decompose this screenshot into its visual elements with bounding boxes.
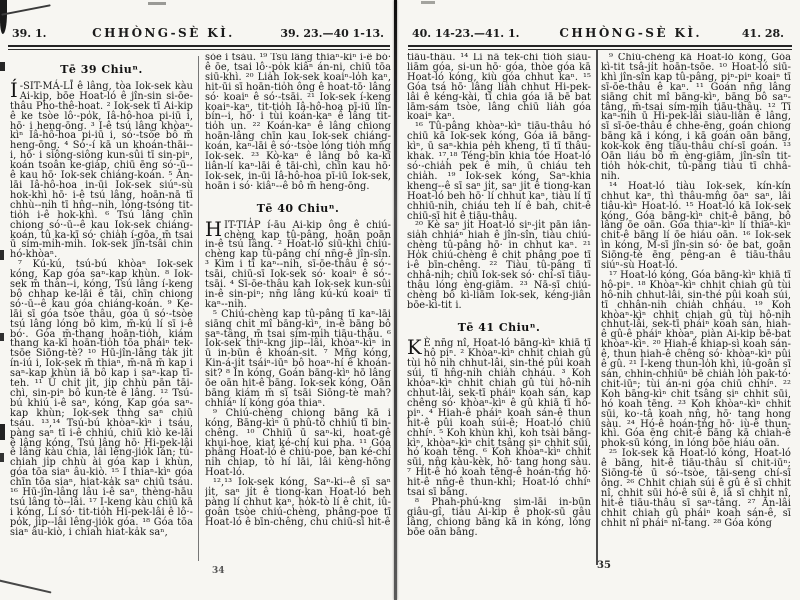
chapter-heading: Tē 40 Chiuⁿ.: [256, 201, 340, 215]
scan-artifact-corner-blob: [0, 0, 7, 34]
scripture-paragraph: sòe i tsáu. ¹⁹ Tsú lâng thiaⁿ-kìⁿ i-ê bó· ê ōe, tsai lô·-po̍k kiâⁿ án-ni, chiū tōa siū-khì. ²⁰ Lia̍h Iok-sek koaiⁿ-lo̍h kaⁿ, hit-ūi sī hoān-tio̍h ông ê hoat-tō· lâng só· koaiⁿ ê só·-tsāi. ²¹ Iok-sek í-keng koaiⁿ-kaⁿ, tit-tio̍h Iâ-hô-hoa pī-iū lîn-bín--i, hō· i tùi koán-kaⁿ ê lâng tit-tio̍h un. ²² Koán-kaⁿ ê lâng chiong hoān-lâng chīn kau Iok-sek chiáng-koán, kaⁿ-lāi ê só·-tsòe lóng tio̍h mn̄g Iok-sek. ²³ Kò-kaⁿ ê lâng bô ka-kī liân-lí kaⁿ-lāi ê tāi-chì, chīn kau hō· Iok-sek, in-ūi Iâ-hô-hoa pī-iū Iok-sek, hoān i só· kiâⁿ--ê bô m̄ heng-ōng.: [205, 53, 391, 192]
left-page-column-1: [10, 53, 193, 586]
scripture-paragraph: ⁹ Chiú-chèng chiong bāng kā i kóng, Bāng-kìⁿ ū phû-tô chhiū tī bin-chêng. ¹⁰ Chhiū ū saⁿ-ki, hoat-gê khui-hoe, kiat ké-chí kui pha. ¹¹ Góa phâng Hoat-ló ê chiú-poe, ban ké-chí ni̍h chiap, tò hí lāi, lâi kèng-hōng Hoat-ló.: [205, 407, 391, 479]
scan-artifact-edge-tick: [0, 333, 4, 341]
scripture-paragraph: ²⁰ Kè saⁿ ji̍t Hoat-ló siⁿ-ji̍t pān iân-sia̍h chhiáⁿ hiah ê jîn-sîn, tiàu chiú-chèng tû-pâng hō· in chhut kaⁿ. ²¹ Ho̍k chiú-chèng ê chit phâng poe tī i-ê bīn-chêng. ²² Tiàu tû-pâng tī chhâ-ni̍h; chiū Iok-sek só· chí-sī tiāu-thâu lóng èng-giām. ²³ Nā-sī chiú-chèng bô kì-liām Iok-sek, kéng-jiân bōe-kì-tit i.: [407, 220, 591, 311]
left-page-number: 34: [212, 566, 225, 576]
right-page-header-rule: [408, 45, 792, 50]
chapter-heading: Tē 41 Chiuⁿ.: [457, 320, 541, 334]
left-page-column-divider: [198, 56, 199, 561]
left-page-header-rule: [8, 45, 390, 50]
scan-artifact-top-fragment: [421, 1, 435, 4]
scripture-paragraph: K È nn̄g nî, Hoat-ló bāng-kìⁿ khiā tī hô piⁿ. ² Khòaⁿ-kìⁿ chhit chiah gû tùi hô ni̍h chhut-lâi, sin-thé pûi koah súi, tī hn̂g-ni̍h chia̍h chháu. ³ Koh khòaⁿ-kìⁿ chhit chiah gû tùi hô-ni̍h chhut-lâi, sek-tī pháiⁿ koah sán, kap chêng só· khòaⁿ-kìⁿ ê gû khiā tī hô-piⁿ. ⁴ Hiah-ê pháiⁿ koah sán-ê thun hit-ê pûi koah súi-ê; Hoat-ló chiū chhíⁿ. ⁵ Koh khùn khì, koh tsài bāng-kìⁿ, khòaⁿ-kìⁿ chi̍t tsâng siⁿ chhit sūi, hó koah tēng. ⁶ Koh khòaⁿ-kìⁿ chhit sūi, nn̂g kàu-kèk, hō· tang hong sàu. ⁷ Hit-ê hó koah tēng-ê hoán-tńg hō· hit-ê nn̄g-ê thun-khì; Hoat-ló chhíⁿ tsai sī bāng.: [407, 336, 591, 499]
scripture-paragraph: ¹²,¹³ Iok-sek kóng, Saⁿ-ki--ê sī saⁿ ji̍t, saⁿ ji̍t ê tiong-kan Hoat-ló beh pàng lí chhut kaⁿ, ho̍k-tò lí ê chit, iû-goân tsòe chiú-chèng, phâng-poe tī Hoat-ló ê bīn-chêng, chu chiū-sī hit-ê: [205, 477, 391, 528]
drop-cap: K: [407, 336, 422, 360]
left-page-header: [12, 26, 384, 42]
scripture-paragraph: ¹⁴ Hoat-ló tiàu Iok-sek, kín-kín chhut kaⁿ, thì thâu-mn̂g ōaⁿ saⁿ, lâi tiâu-kìⁿ Hoat-ló. ¹⁵ Hoat-ló kā Iok-sek kóng, Góa bāng-kìⁿ chit-ê bāng, bô lâng ōe oān. Góa thiaⁿ-kìⁿ lí thiaⁿ-kìⁿ chit-ê bāng lí ōe hiáu oān. ¹⁶ Iok-sek ìn kóng, M̄-sī jîn-sin só· ōe bat, goān Siōng-tè ēng pêng-an ê tiāu-thâu siúⁿ-sù Hoat-ló.: [601, 180, 791, 272]
scan-artifact-edge-tick: [0, 250, 4, 260]
right-page-number: 35: [597, 560, 611, 571]
drop-cap: H: [205, 217, 223, 241]
scripture-paragraph: ⁵ Chiú-chèng kap tû-pâng tī kaⁿ-lāi siāng chi̍t mî bāng-kìⁿ, in-ê bāng bô saⁿ-tâng, m̄ tsai sím-mi̍h tiāu-thâu. ⁶ Iok-sek thiⁿ-kng ji̍p--lâi, khòaⁿ-kìⁿ in ū in-būn ê khoán-sit. ⁷ Mn̄g kóng, Kin-á-ji̍t tsáiⁿ-iūⁿ bô hoaⁿ-hí ê khoán-sit? ⁸ In kóng, Goán bāng-kìⁿ hō lâng ōe oān hit-ê bāng. Iok-sek kóng, Oān bāng kiám m̄ sī tsāi Siōng-tè mah? chhiáⁿ lí kóng góa thiaⁿ.: [205, 308, 391, 409]
right-page-header: [412, 26, 784, 42]
scan-artifact-edge-tick: [0, 62, 5, 71]
right-page-column-1: [407, 53, 591, 586]
book-gutter-line: [394, 0, 397, 600]
scripture-paragraph: Í -SIT-MÁ-LĪ ê lâng, tòa Iok-sek kàu Ai-kip, bōe Hoat-ló ê jîn-sin si-ōe-thâu Pho-thê-hoat. ² Iok-sek tī Ai-kip ê ke tsòe lô·-po̍k, Iâ-hô-hoa pi-iū i, hō· i heng-ōng. ³ I-ê tsú lâng khòaⁿ-kìⁿ Iâ-hô-hoa pi-iū i, só·-tsòe bô m̄ heng-ōng. ⁴ Só·-í kā un khoán-thāi--i, hō· i siông-siông kun-sûi tī sin-piⁿ, koán tsoân ke-gia̍p, chiū ēng só·-ū--ê kau hō· Iok-sek chiáng-koán. ⁵ Ān-lāi Iâ-hô-hoa in-ūi Iok-sek siúⁿ-sù hok-khì hō· i-ê tsú lâng, hoān-nā tī chhù--ni̍h tī hn̂g--ni̍h, lóng-tsóng tit-tio̍h i-ê hok-khì. ⁶ Tsú lâng chīn chiong só·-ū--ê kau Iok-sek chiáng-koán, tû ka-kī só· chia̍h í-gōa, m̄ tsai ū sím-mi̍h-mi̍h. Iok-sek jîn-tsâi chin hó-khòaⁿ.: [10, 78, 193, 261]
scripture-paragraph: ⁸ Phah-phú-kng sim-lāi in-būn giâu-gî, tiàu Ai-kip ê phok-sū gâu lâng, chiong bāng kā in kóng, lóng bōe oān bāng.: [407, 496, 591, 538]
drop-cap: Í: [10, 78, 18, 102]
right-page-verse-ref-start: 40. 14-23.—41. 1.: [412, 27, 520, 40]
scripture-paragraph: ¹⁶ Tû-pâng khòaⁿ-kìⁿ tiāu-thâu hó chiū kā Iok-sek kóng, Góa iā bāng-kìⁿ, ū saⁿ-khia pe̍h kheng, tī tī thâu-khak. ¹⁷,¹⁸ Téng-bīn khia tóe Hoat-ló só·-chia̍h pek ê mi̍h, ū chiáu teh chia̍h. ¹⁹ Iok-sek kóng, Saⁿ-khia kheng--ê sī saⁿ ji̍t, saⁿ ji̍t ê tiong-kan Hoat-ló beh hō· lí chhut kaⁿ, tiàu lí tī chhiū-ni̍h, chiáu teh lí ê bah, chit-ê chiū-sī hit ê tiāu-thâu.: [407, 121, 591, 222]
scripture-paragraph: HIT-TIA̍P í-āu Ai-kip ông ê chiú-chèng kap tû-pâng, hoān poān in-ê tsú lâng. ² Hoat-ló siū-khì chiú-chèng kap tû-pâng chí nn̄g-ê jîn-sîn. ³ Kìm i tī kaⁿ--ni̍h, sī-ōe-thâu ê só·-tsāi, chiū-sī Iok-sek só· koaiⁿ ê só·-tsāi. ⁴ Sī-ōe-thâu kah Iok-sek kun-sûi in-ê sin-piⁿ; nn̄g lâng kú-kú koaiⁿ tī kaⁿ--ni̍h.: [205, 217, 391, 310]
scan-artifact-top-fragment: [148, 2, 166, 5]
scan-artifact-edge-tick: [0, 453, 4, 462]
scripture-paragraph: tiāu-thâu. ¹⁴ Lí nā tek-chì tio̍h siàu-liām góa, si-un hō· góa, thòe góa kā Hoat-ló kóng, kiù góa chhut kaⁿ. ¹⁵ Góa tsá hō· lâng lia̍h chhut Hi-pek-lâi ê kéng-kài, tī chia góa iā bē bat lām-sám tsòe, lâng chiū lia̍h góa koaiⁿ kaⁿ.: [407, 53, 591, 123]
left-page-verse-ref-end: 39. 23.—40 1-13.: [280, 27, 384, 40]
right-page-column-2: [601, 53, 791, 586]
right-page-column-divider: [596, 50, 598, 565]
scripture-paragraph: ⁷ Kú-kú, tsú-bú khòaⁿ Iok-sek kóng, Kap góa saⁿ-kap khùn. ⁸ Iok-sek m̄ thàn--i, kóng, Tsú lâng í-keng bô chhap ke-lāi ê tāi, chīn chiong só·-ū--ê kau góa chiáng-koán. ⁹ Ke-lāi sī góa tsòe thâu, góa ū só·-tsòe tsú lâng lóng bô kìm, m̄-kú lí sī i-ê bó·. Góa m̄-thang hoān-tio̍h, kiám thang ka-kī hoān-tio̍h tōa pháiⁿ tek-tsōe Siōng-tè? ¹⁰ Hū-jîn-lâng ta̍k ji̍t ín-iú i, Iok-sek m̄ thiaⁿ, m̄-nā m̄ kap i saⁿ-kap khùn iā bô kap i saⁿ-kap tī-teh. ¹¹ Ū chi̍t ji̍t, ji̍p chhù pān tāi-chì, sin-piⁿ bô kun-tè ê lâng. ¹² Tsú-bú khiú i-ê saⁿ, kóng, Kap góa saⁿ-kap khùn; Iok-sek thǹg saⁿ chiū tsáu. ¹³,¹⁴ Tsú-bú khòaⁿ-kìⁿ i tsáu, pàng saⁿ tī i-ê chhiú, chiū kiò ke-lāi ê lâng kóng, Tsú lâng hō· Hi-pek-lâi ê lâng kàu chia, lâi lêng-jio̍k lán; tú-chiah ji̍p chhù ài góa kap i khùn, góa tōa siaⁿ âu-kiò. ¹⁵ I thiaⁿ-kìⁿ góa chīn tōa siaⁿ, hiat-ka̍k saⁿ chiū tsáu. ¹⁶ Hū-jîn-lâng lâu i-ê saⁿ, thèng-hāu tsú lâng tò--lâi. ¹⁷ I-keng kàu chiū kā i kóng, Lí só· tit-tio̍h Hi-pek-lâi ê lô·-po̍k, ji̍p--lâi lêng-jio̍k góa. ¹⁸ Góa tōa siaⁿ âu-kiò, i chiah hiat-ka̍k saⁿ,: [10, 259, 193, 538]
left-page-column-2: [205, 53, 391, 586]
scripture-paragraph: ¹⁷ Hoat-ló kóng, Góa bāng-kìⁿ khiā tī hô-piⁿ. ¹⁸ Khòaⁿ-kìⁿ chhit chiah gû tùi hô-ni̍h chhut-lâi, sin-thé pûi koah súi, tī chhân-ni̍h chia̍h chháu. ¹⁹ Koh khòaⁿ-kìⁿ chhit chiah gû tùi hô-ni̍h chhut-lâi, sek-tī pháiⁿ koah sán, hiah-ê gû-ê pháiⁿ khòaⁿ, piàn Ai-kip bē-bat khòaⁿ-kìⁿ. ²⁰ Hiah-ê khiap-sì koah sán-ê, thun hiah-ê chêng só· khòaⁿ-kìⁿ pûi ê gû. ²¹ Í-keng thun-lo̍h khì, iû-goân sī sán, chhin-chhiūⁿ bē chia̍h lo̍h pak-tó· chit-iūⁿ; tùi án-ni góa chiū chhíⁿ. ²² Koh bāng-kìⁿ chit tsâng siⁿ chhit sūi, hó koah tēng. ²³ Koh khòaⁿ-kìⁿ chhit sūi, ko·-tâ koah nn̂g, hō· tang hong sàu. ²⁴ Hó-ê hoán-tńg hō· iù-ê thun-khì. Góa ēng chit-ê bāng kā chiah-ê phok-sū kóng, in lóng bōe hiáu oān.: [601, 269, 791, 450]
left-page-verse-ref-start: 39. 1.: [12, 27, 47, 40]
right-page-verse-ref-end: 41. 28.: [741, 27, 784, 40]
chapter-heading: Tē 39 Chiuⁿ.: [60, 63, 143, 76]
left-page-running-title: CHHÒNG-SÈ KÌ.: [92, 26, 235, 40]
scripture-paragraph: ²⁵ Iok-sek kā Hoat-ló kóng, Hoat-ló ê bāng, hit-ê tiāu-thâu sī chit-iūⁿ; Siōng-tè ū só·-tsòe, tāi-seng chí-sī ông. ²⁶ Chhit chiah súi ê gû ê sī chhit nî, chhit sūi hó-ê sūi ê, iā sī chhit nî, hit-ê tiāu-thâu sī saⁿ-tâng. ²⁷ Ān-lâi chhit chiah gû pháiⁿ koah sán-ê, sī chhit nî pháiⁿ nî-tang. ²⁸ Góa kóng: [601, 448, 791, 529]
scan-artifact-curve: [1, 4, 50, 16]
scan-artifact-edge-tick: [0, 424, 5, 440]
right-page-running-title: CHHÒNG-SÈ KÌ.: [559, 26, 702, 40]
scripture-paragraph: ⁹ Chiú-chèng kā Hoat-ló kóng, Góa kì-tit tsâ-ji̍t hoān-tsōe. ¹⁰ Hoat-ló siū-khì jîn-sîn kap tû-pâng, piⁿ-piⁿ koaiⁿ tī sī-ōe-thâu ê kaⁿ. ¹¹ Goán nn̄g lâng siāng chi̍t mî bāng-kìⁿ, bāng bô saⁿ-tâng, m̄-tsai sím-mi̍h tiāu-thâu. ¹² Tī kaⁿ-ni̍h ū Hi-pek-lâi siàu-liân ê lâng, sī sī-ōe-thâu ê chhe-ēng, goán chiong bāng kā i kóng, i kā goán oān bāng, kok-kok ēng tiāu-thâu chí-sī goán. ¹³ Oān liáu bô m̄ èng-giām, jîn-sîn tit-tio̍h ho̍k-chit, tû-pâng tiàu tī chhâ-ni̍h.: [601, 53, 791, 182]
